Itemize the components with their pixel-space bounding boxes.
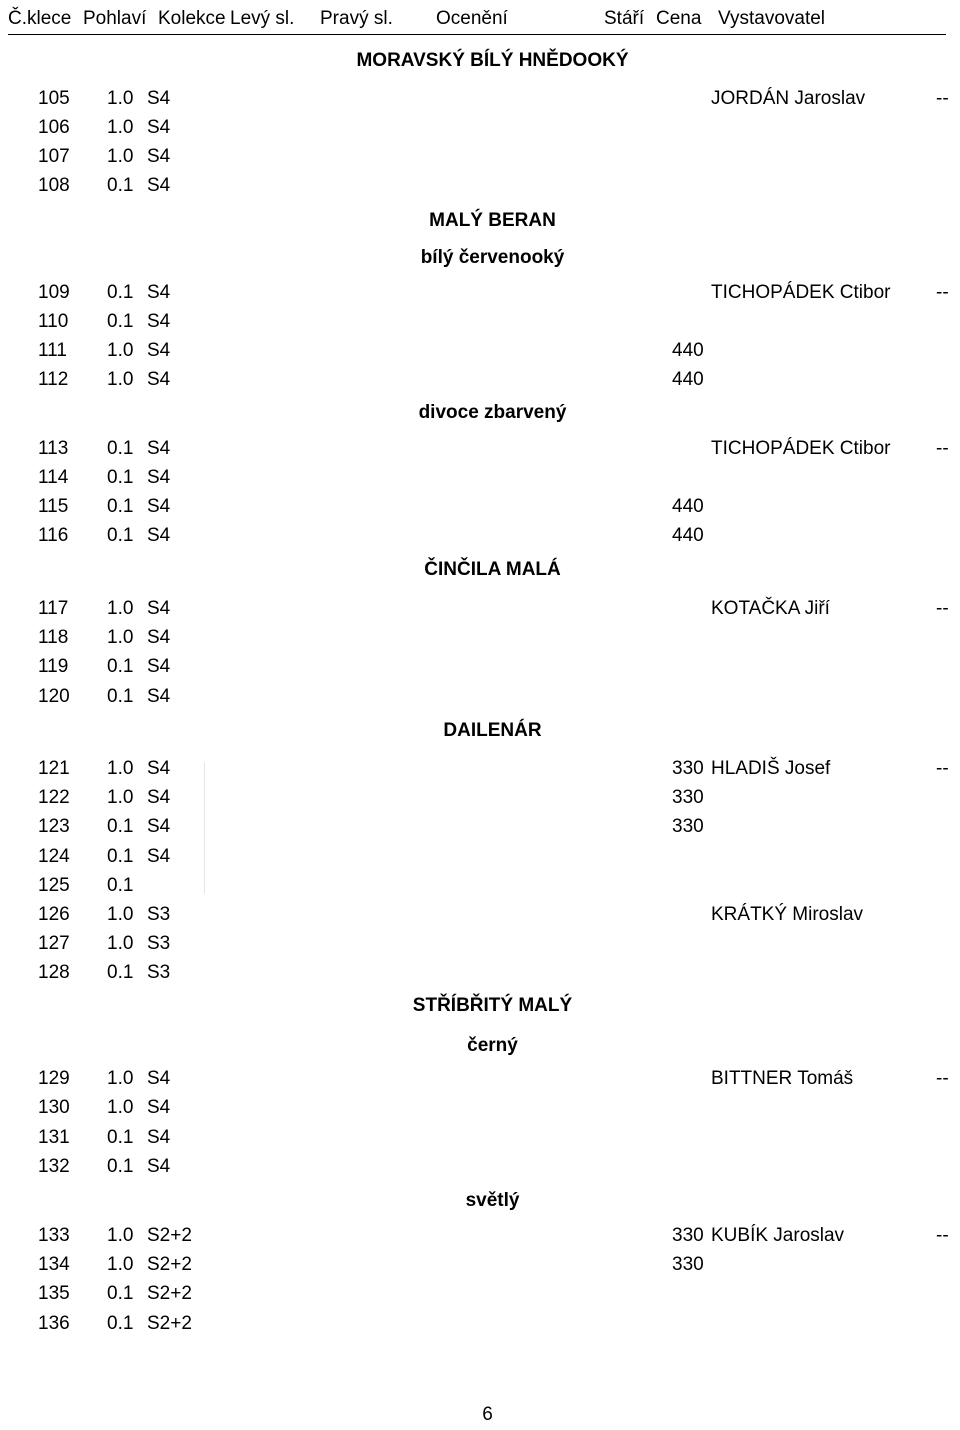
table-row xyxy=(0,88,960,114)
collection-value: S4 xyxy=(147,598,171,619)
collection-value: S4 xyxy=(147,340,171,361)
page-number: 6 xyxy=(482,1404,493,1425)
table-row xyxy=(0,962,960,988)
collection-value: S4 xyxy=(147,146,171,167)
collection-value: S4 xyxy=(147,1097,171,1118)
row-dash: -- xyxy=(936,1225,949,1246)
table-row xyxy=(0,904,960,930)
sex-value: 1.0 xyxy=(107,146,134,167)
section-heading: divoce zbarvený xyxy=(418,402,567,423)
table-row xyxy=(0,340,960,366)
collection-value: S4 xyxy=(147,686,171,707)
sex-value: 0.1 xyxy=(107,816,134,837)
sex-value: 0.1 xyxy=(107,875,134,896)
cage-number: 107 xyxy=(38,146,70,167)
header-age: Stáří xyxy=(604,8,645,29)
collection-value: S4 xyxy=(147,627,171,648)
sex-value: 0.1 xyxy=(107,496,134,517)
table-row xyxy=(0,598,960,624)
sex-value: 0.1 xyxy=(107,282,134,303)
table-row xyxy=(0,1225,960,1251)
cage-number: 122 xyxy=(38,787,70,808)
collection-value: S4 xyxy=(147,496,171,517)
sex-value: 1.0 xyxy=(107,627,134,648)
header-award: Ocenění xyxy=(436,8,508,29)
cage-number: 134 xyxy=(38,1254,70,1275)
collection-value: S4 xyxy=(147,282,171,303)
sex-value: 0.1 xyxy=(107,846,134,867)
cage-number: 129 xyxy=(38,1068,70,1089)
cage-number: 136 xyxy=(38,1313,70,1334)
collection-value: S4 xyxy=(147,525,171,546)
sex-value: 1.0 xyxy=(107,933,134,954)
row-dash: -- xyxy=(936,1068,949,1089)
section-heading: MALÝ BERAN xyxy=(429,210,556,231)
table-row xyxy=(0,875,960,901)
cage-number: 119 xyxy=(38,656,69,677)
table-row xyxy=(0,656,960,682)
table-row xyxy=(0,525,960,551)
table-row xyxy=(0,787,960,813)
table-row xyxy=(0,496,960,522)
collection-value: S4 xyxy=(147,1068,171,1089)
collection-value: S4 xyxy=(147,467,171,488)
collection-value: S4 xyxy=(147,656,171,677)
table-row xyxy=(0,438,960,464)
cage-number: 110 xyxy=(38,311,69,332)
collection-value: S4 xyxy=(147,846,171,867)
collection-value: S2+2 xyxy=(147,1313,192,1334)
table-row xyxy=(0,1156,960,1182)
price-value: 330 xyxy=(672,816,704,837)
price-value: 330 xyxy=(672,787,704,808)
sex-value: 0.1 xyxy=(107,1313,134,1334)
exhibitor-name: JORDÁN Jaroslav xyxy=(711,88,866,109)
collection-value: S4 xyxy=(147,816,171,837)
table-row xyxy=(0,686,960,712)
cage-number: 114 xyxy=(38,467,69,488)
cage-number: 126 xyxy=(38,904,70,925)
price-value: 330 xyxy=(672,1225,704,1246)
table-row xyxy=(0,816,960,842)
table-row xyxy=(0,1313,960,1339)
price-value: 440 xyxy=(672,496,704,517)
sex-value: 1.0 xyxy=(107,758,134,779)
header-exhibitor: Vystavovatel xyxy=(718,8,826,29)
collection-value: S4 xyxy=(147,787,171,808)
row-dash: -- xyxy=(936,282,949,303)
cage-number: 125 xyxy=(38,875,70,896)
sex-value: 0.1 xyxy=(107,1156,134,1177)
collection-value: S2+2 xyxy=(147,1254,192,1275)
price-value: 440 xyxy=(672,340,704,361)
exhibitor-name: BITTNER Tomáš xyxy=(711,1068,854,1089)
section-heading: STŘÍBŘITÝ MALÝ xyxy=(412,995,573,1016)
cage-number: 131 xyxy=(38,1127,70,1148)
exhibitor-name: KUBÍK Jaroslav xyxy=(711,1225,845,1246)
sex-value: 0.1 xyxy=(107,175,134,196)
collection-value: S4 xyxy=(147,311,171,332)
cage-number: 130 xyxy=(38,1097,70,1118)
exhibitor-name: TICHOPÁDEK Ctibor xyxy=(711,438,891,459)
table-row xyxy=(0,933,960,959)
cage-number: 109 xyxy=(38,282,70,303)
collection-value: S2+2 xyxy=(147,1225,192,1246)
section-heading: DAILENÁR xyxy=(443,720,542,741)
cage-number: 116 xyxy=(38,525,69,546)
cage-number: 121 xyxy=(38,758,70,779)
collection-value: S4 xyxy=(147,1127,171,1148)
section-heading: černý xyxy=(467,1035,518,1056)
header-price: Cena xyxy=(656,8,702,29)
row-dash: -- xyxy=(936,598,949,619)
header-cage-number: Č.klece xyxy=(8,8,72,29)
cage-number: 133 xyxy=(38,1225,70,1246)
cage-number: 135 xyxy=(38,1283,70,1304)
section-heading: bílý červenooký xyxy=(420,247,565,268)
sex-value: 1.0 xyxy=(107,1068,134,1089)
collection-value: S4 xyxy=(147,1156,171,1177)
exhibitor-name: HLADIŠ Josef xyxy=(711,758,831,779)
header-right-column: Pravý sl. xyxy=(320,8,393,29)
collection-value: S4 xyxy=(147,117,171,138)
header-sex: Pohlaví xyxy=(83,8,147,29)
price-value: 330 xyxy=(672,758,704,779)
cage-number: 117 xyxy=(38,598,69,619)
cage-number: 113 xyxy=(38,438,69,459)
section-heading: ČINČILA MALÁ xyxy=(424,559,561,580)
sex-value: 1.0 xyxy=(107,1254,134,1275)
sex-value: 0.1 xyxy=(107,1127,134,1148)
table-row xyxy=(0,1068,960,1094)
collection-value: S4 xyxy=(147,438,171,459)
cage-number: 120 xyxy=(38,686,70,707)
table-row xyxy=(0,846,960,872)
sex-value: 1.0 xyxy=(107,340,134,361)
cage-number: 132 xyxy=(38,1156,70,1177)
table-row xyxy=(0,369,960,395)
scan-artifact-line xyxy=(204,762,205,894)
table-row xyxy=(0,1097,960,1123)
cage-number: 106 xyxy=(38,117,70,138)
sex-value: 1.0 xyxy=(107,117,134,138)
sex-value: 0.1 xyxy=(107,656,134,677)
table-row xyxy=(0,1254,960,1280)
header-left-column: Levý sl. xyxy=(230,8,295,29)
price-value: 440 xyxy=(672,369,704,390)
price-value: 330 xyxy=(672,1254,704,1275)
table-row xyxy=(0,311,960,337)
exhibitor-name: KRÁTKÝ Miroslav xyxy=(711,904,864,925)
cage-number: 124 xyxy=(38,846,70,867)
sex-value: 0.1 xyxy=(107,438,134,459)
cage-number: 123 xyxy=(38,816,70,837)
cage-number: 112 xyxy=(38,369,69,390)
collection-value: S3 xyxy=(147,933,171,954)
sex-value: 0.1 xyxy=(107,1283,134,1304)
table-row xyxy=(0,758,960,784)
sex-value: 0.1 xyxy=(107,962,134,983)
sex-value: 1.0 xyxy=(107,787,134,808)
price-value: 440 xyxy=(672,525,704,546)
sex-value: 1.0 xyxy=(107,904,134,925)
table-row xyxy=(0,1283,960,1309)
table-row xyxy=(0,282,960,308)
sex-value: 0.1 xyxy=(107,686,134,707)
collection-value: S4 xyxy=(147,369,171,390)
cage-number: 111 xyxy=(38,340,67,361)
header-collection: Kolekce xyxy=(158,8,226,29)
collection-value: S4 xyxy=(147,758,171,779)
sex-value: 0.1 xyxy=(107,311,134,332)
table-row xyxy=(0,1127,960,1153)
cage-number: 108 xyxy=(38,175,70,196)
table-row xyxy=(0,117,960,143)
row-dash: -- xyxy=(936,438,949,459)
collection-value: S4 xyxy=(147,88,171,109)
header-divider xyxy=(8,34,946,35)
section-heading: světlý xyxy=(465,1190,520,1211)
sex-value: 0.1 xyxy=(107,525,134,546)
sex-value: 1.0 xyxy=(107,598,134,619)
row-dash: -- xyxy=(936,758,949,779)
sex-value: 1.0 xyxy=(107,369,134,390)
table-row xyxy=(0,467,960,493)
column-header xyxy=(0,0,960,36)
cage-number: 105 xyxy=(38,88,70,109)
cage-number: 118 xyxy=(38,627,69,648)
sex-value: 1.0 xyxy=(107,1225,134,1246)
exhibitor-name: KOTAČKA Jiří xyxy=(711,598,830,619)
collection-value: S4 xyxy=(147,175,171,196)
cage-number: 115 xyxy=(38,496,69,517)
table-row xyxy=(0,175,960,201)
collection-value: S2+2 xyxy=(147,1283,192,1304)
collection-value: S3 xyxy=(147,904,171,925)
table-row xyxy=(0,627,960,653)
sex-value: 0.1 xyxy=(107,467,134,488)
exhibitor-name: TICHOPÁDEK Ctibor xyxy=(711,282,891,303)
row-dash: -- xyxy=(936,88,949,109)
table-row xyxy=(0,146,960,172)
sex-value: 1.0 xyxy=(107,1097,134,1118)
section-heading: MORAVSKÝ BÍLÝ HNĚDOOKÝ xyxy=(356,50,629,71)
collection-value: S3 xyxy=(147,962,171,983)
cage-number: 127 xyxy=(38,933,70,954)
sex-value: 1.0 xyxy=(107,88,134,109)
cage-number: 128 xyxy=(38,962,70,983)
